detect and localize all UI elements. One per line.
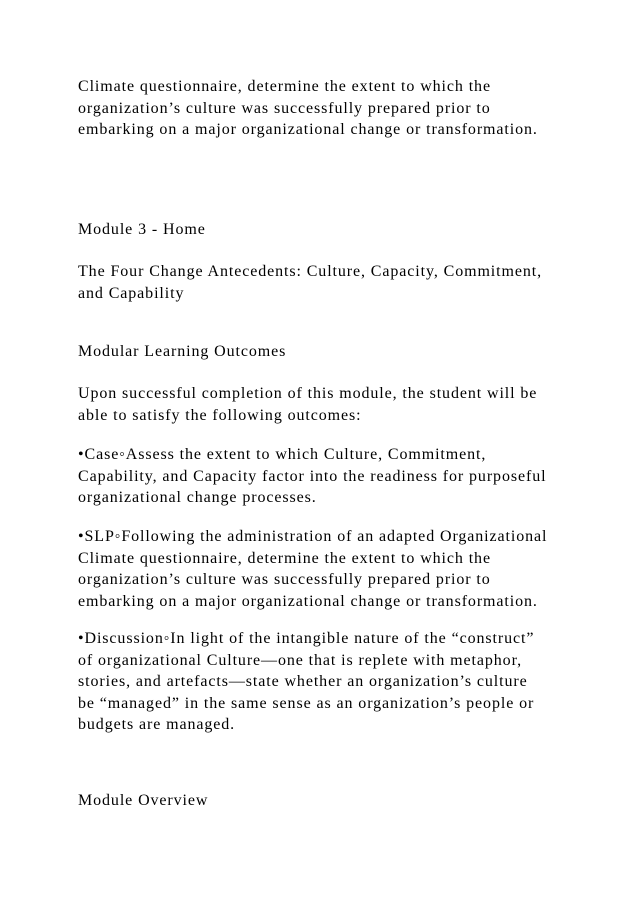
module-heading: Module 3 - Home bbox=[78, 221, 206, 238]
text-line: able to satisfy the following outcomes: bbox=[78, 406, 362, 424]
text-line: organizational change processes. bbox=[78, 489, 317, 506]
module-subtitle bbox=[78, 261, 542, 304]
outcomes-intro-paragraph bbox=[78, 383, 537, 426]
intro-continuation-paragraph bbox=[78, 76, 538, 141]
text-line: organization’s culture was successfully prepared prior to bbox=[78, 571, 491, 588]
outcome-case-item bbox=[78, 444, 546, 509]
text-line: stories, and artefacts—state whether an organization’s culture bbox=[78, 673, 528, 690]
text-line: Upon successful completion of this module, the student will be bbox=[78, 385, 538, 402]
overview-heading: Module Overview bbox=[78, 792, 209, 809]
outcomes-heading: Modular Learning Outcomes bbox=[78, 343, 287, 360]
text-line: embarking on a major organizational change or transformation. bbox=[78, 121, 538, 138]
text-line: organization’s culture was successfully prepared prior to bbox=[78, 99, 491, 117]
text-line: and Capability bbox=[78, 284, 185, 302]
text-line: of organizational Culture—one that is replete with metaphor, bbox=[78, 651, 523, 669]
text-line: budgets are managed. bbox=[78, 716, 236, 733]
text-line: embarking on a major organizational change or transformation. bbox=[78, 592, 538, 610]
text-line: Capability, and Capacity factor into the readiness for purposeful bbox=[78, 467, 547, 485]
text-line: •Case◦Assess the extent to which Culture, Commitment, bbox=[78, 446, 487, 463]
text-line: •SLP◦Following the administration of an adapted Organizational bbox=[78, 528, 548, 545]
outcome-slp-item bbox=[78, 526, 547, 612]
outcome-discussion-item bbox=[78, 628, 534, 736]
text-line: The Four Change Antecedents: Culture, Capacity, Commitment, bbox=[78, 263, 542, 280]
text-line: Climate questionnaire, determine the extent to which the bbox=[78, 78, 491, 95]
text-line: Climate questionnaire, determine the extent to which the bbox=[78, 549, 491, 567]
text-line: be “managed” in the same sense as an organization’s people or bbox=[78, 694, 535, 712]
text-line: •Discussion◦In light of the intangible nature of the “construct” bbox=[78, 630, 535, 647]
